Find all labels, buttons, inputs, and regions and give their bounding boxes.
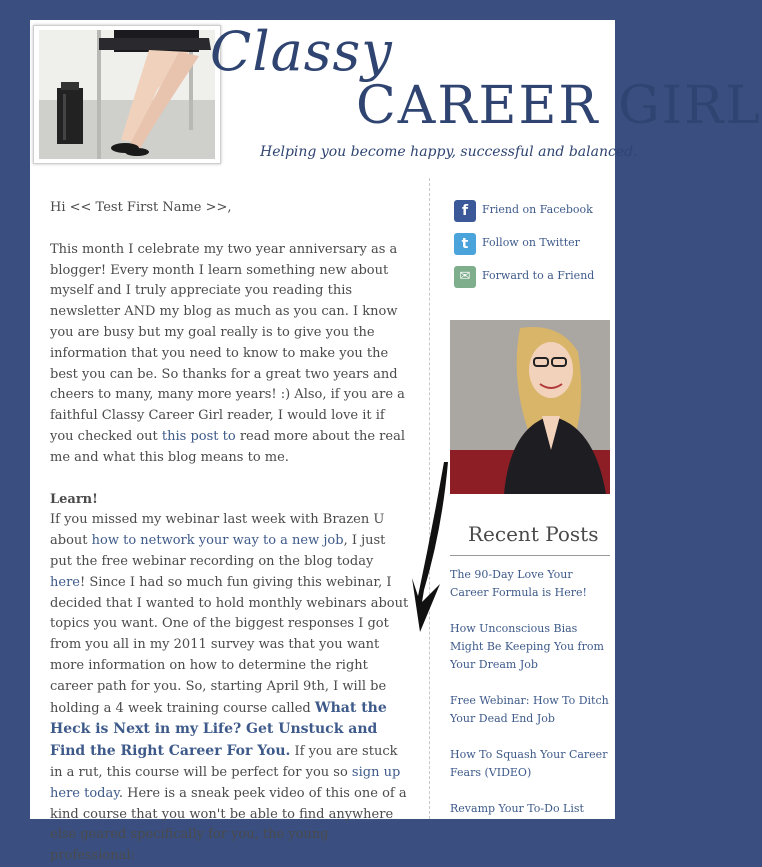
learn-text-2: , I just put the free webinar recording on the blog today bbox=[50, 533, 386, 569]
anniversary-paragraph bbox=[50, 240, 410, 469]
here-link[interactable]: here bbox=[50, 574, 80, 590]
network-job-link[interactable]: how to network your way to a new job bbox=[91, 533, 344, 549]
facebook-link[interactable]: Friend on Facebook bbox=[482, 203, 593, 216]
facebook-icon: f bbox=[454, 200, 476, 222]
sidebar bbox=[450, 200, 615, 815]
twitter-link[interactable]: Follow on Twitter bbox=[482, 236, 580, 249]
learn-text-5: . Here is a sneak peek video of this one of a kind course that you won't be able to find anywhere else geared specifically for you, the young professional: bbox=[50, 785, 407, 864]
header bbox=[30, 20, 762, 170]
header-photo-illustration bbox=[39, 30, 215, 159]
header-photo bbox=[39, 30, 215, 159]
course-title-link[interactable]: What the Heck is Next in my Life? Get Unstuck and Find the Right Career For You. bbox=[50, 699, 387, 760]
recent-post-link[interactable]: How To Squash Your Career Fears (VIDEO) bbox=[450, 748, 608, 779]
learn-heading: Learn! bbox=[50, 491, 98, 507]
profile-photo-illustration bbox=[450, 320, 610, 494]
recent-post-link[interactable]: Revamp Your To-Do List bbox=[450, 802, 584, 815]
twitter-icon: t bbox=[454, 233, 476, 255]
logo-classy: Classy bbox=[210, 20, 393, 83]
learn-paragraph bbox=[50, 510, 410, 867]
recent-posts-title: Recent Posts bbox=[468, 522, 599, 546]
anniversary-text-end: read more about the real me and what this blog means to me. bbox=[50, 428, 405, 465]
learn-text-1: If you missed my webinar last week with Brazen U about bbox=[50, 512, 385, 549]
logo-career-girl: CAREER GIRL bbox=[356, 76, 762, 136]
newsletter-page bbox=[30, 20, 762, 864]
forward-link[interactable]: Forward to a Friend bbox=[482, 269, 595, 282]
sign-up-link[interactable]: sign up here today bbox=[50, 764, 401, 801]
learn-text-3: ! Since I had so much fun giving this webinar, I decided that I wanted to hold monthly webinars about topics you want. One of the biggest responses I got from you all in my 2011 survey was that you want more information on how to determine the right career path for you. So, starting April 9th, I will be holding a 4 week training course called bbox=[50, 574, 409, 716]
this-post-link[interactable]: this post to bbox=[161, 428, 236, 444]
recent-post-link[interactable]: The 90-Day Love Your Career Formula is Here! bbox=[450, 568, 587, 599]
social-mail[interactable] bbox=[450, 266, 615, 299]
mail-icon: ✉ bbox=[454, 266, 476, 288]
recent-post-link[interactable]: How Unconscious Bias Might Be Keeping You from Your Dream Job bbox=[450, 622, 604, 671]
tagline: Helping you become happy, successful and balanced. bbox=[260, 144, 638, 160]
header-photo-frame bbox=[33, 25, 221, 164]
greeting: Hi << Test First Name >>, bbox=[50, 200, 232, 215]
anniversary-text: This month I celebrate my two year anniversary as a blogger! Every month I learn something new about myself and I truly appreciate you reading this newsletter AND my blog as much as you can. I know you are busy but my goal really is to give you the information that you need to know to make you the best you can be. So thanks for a great two years and cheers to many, many more years! :) Also, if you are a faithful Classy Career Girl reader, I would love it if you checked out bbox=[50, 241, 405, 444]
main-content bbox=[50, 198, 410, 867]
arrow-icon bbox=[380, 460, 460, 650]
social-twitter[interactable] bbox=[450, 233, 615, 266]
recent-posts-list bbox=[450, 566, 610, 836]
recent-posts-rule bbox=[450, 555, 610, 556]
recent-post-link[interactable]: Free Webinar: How To Ditch Your Dead End Job bbox=[450, 694, 609, 725]
social-facebook[interactable] bbox=[450, 200, 615, 233]
learn-text-4: If you are stuck in a rut, this course will be perfect for you so bbox=[50, 744, 398, 780]
profile-photo bbox=[450, 320, 610, 494]
